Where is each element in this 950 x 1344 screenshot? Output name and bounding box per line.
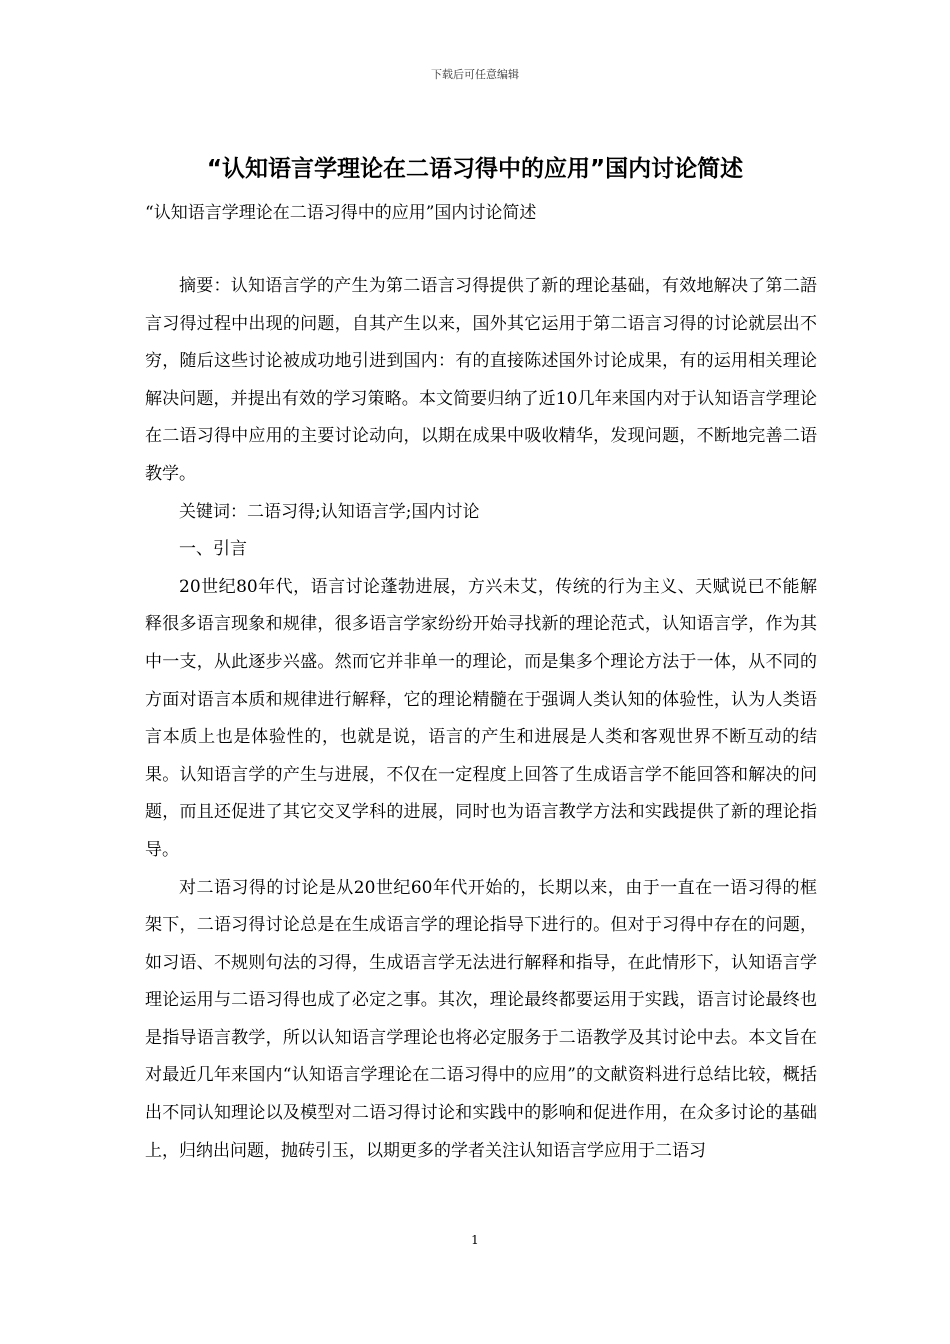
document-subtitle: “认知语言学理论在二语习得中的应用”国内讨论简述	[145, 203, 537, 223]
abstract-paragraph: 摘要：认知语言学的产生为第二语言习得提供了新的理论基础，有效地解决了第二語言习得过程中出现的问题，自其产生以来，国外其它运用于第二语言习得的讨论就层出不穷，随后这些讨论被成功地引进到国内：有的直接陈述国外讨论成果，有的运用相关理论解决问题，并提出有效的学习策略。本文简要归纳了近10几年来国内对于认知语言学理论在二语习得中应用的主要讨论动向，以期在成果中吸收精华，发现问题，不断地完善二语教学。	[145, 276, 817, 484]
body-paragraph: 20世纪80年代，语言讨论蓬勃进展，方兴未艾，传统的行为主义、天赋说已不能解释很多语言现象和规律，很多语言学家纷纷开始寻找新的理论范式，认知语言学，作为其中一支，从此逐步兴盛。然而它并非单一的理论，而是集多个理论方法于一体，从不同的方面对语言本质和规律进行解释，它的理论精髓在于强调人类认知的体验性，认为人类语言本质上也是体验性的，也就是说，语言的产生和进展是人类和客观世界不断互动的结果。认知语言学的产生与进展，不仅在一定程度上回答了生成语言学不能回答和解决的问题，而且还促进了其它交叉学科的进展，同时也为语言教学方法和实践提供了新的理论指导。	[145, 576, 817, 860]
body-paragraph: 对二语习得的讨论是从20世纪60年代开始的，长期以来，由于一直在一语习得的框架下，二语习得讨论总是在生成语言学的理论指导下进行的。但对于习得中存在的问题，如习语、不规则句法的习得，生成语言学无法进行解释和指导，在此情形下，认知语言学理论运用与二语习得也成了必定之事。其次，理论最终都要运用于实践，语言讨论最终也是指导语言教学，所以认知语言学理论也将必定服务于二语教学及其讨论中去。本文旨在对最近几年来国内“认知语言学理论在二语习得中的应用”的文献资料进行总结比较，概括出不同认知理论以及模型对二语习得讨论和实践中的影响和促进作用，在众多讨论的基础上，归纳出问题，抛砖引玉，以期更多的学者关注认知语言学应用于二语习	[145, 877, 817, 1161]
section-heading-introduction: 一、引言	[179, 539, 247, 560]
document-title: “认知语言学理论在二语习得中的应用”国内讨论简述	[206, 156, 744, 182]
body-text	[145, 268, 817, 1170]
page-header-note: 下载后可任意编辑	[431, 68, 519, 81]
page-number: 1	[471, 1233, 479, 1247]
keywords-paragraph: 关键词：二语习得;认知语言学;国内讨论	[179, 501, 480, 522]
